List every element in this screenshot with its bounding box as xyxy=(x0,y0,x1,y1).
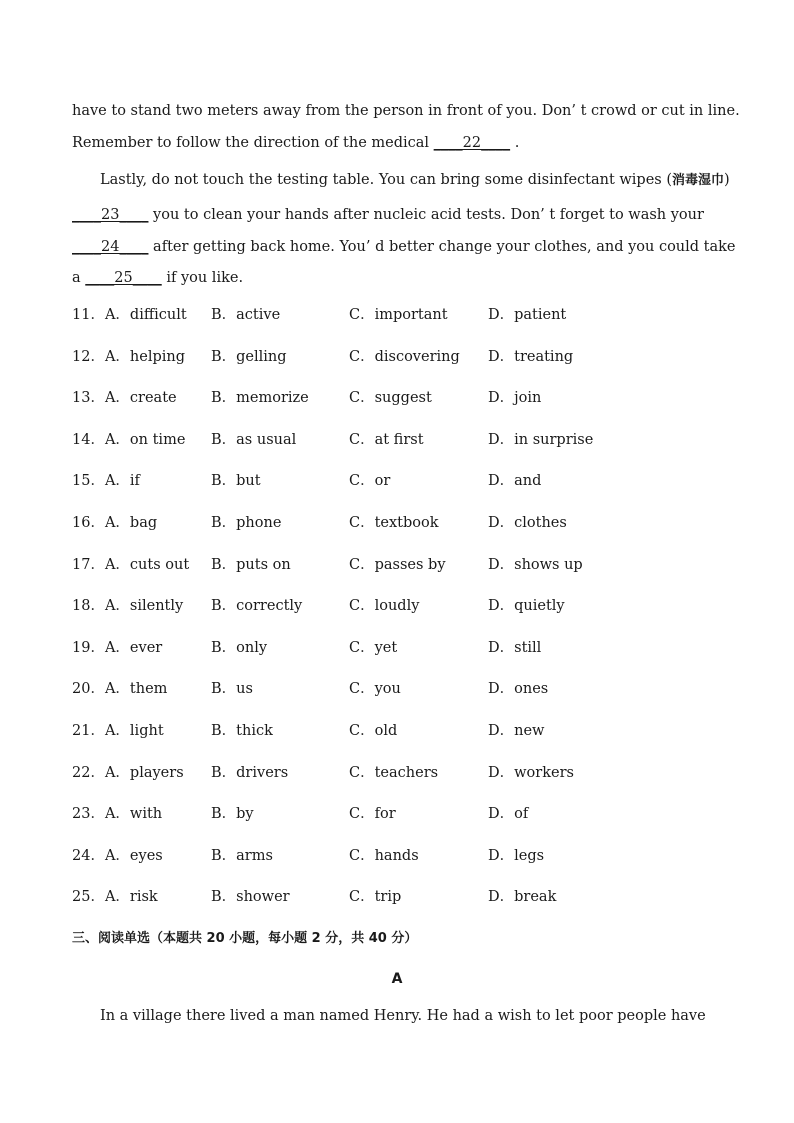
reading-first-line: In a village there lived a man named Henry. He had a wish to let poor people have xyxy=(100,1008,706,1024)
option-b: B．but xyxy=(211,473,261,490)
option-c: C．suggest xyxy=(349,390,432,407)
option-b: B．active xyxy=(211,307,281,323)
option-a: 24．A．eyes xyxy=(72,847,163,864)
blank-22: ____22____ xyxy=(433,135,511,151)
option-d: D．break xyxy=(488,889,557,906)
passage-text: you to clean your hands after nucleic acid tests. Don’ t forget to wash your xyxy=(148,207,704,223)
option-b: B．us xyxy=(211,681,253,698)
passage-line-6 xyxy=(72,268,722,288)
option-c: C．at first xyxy=(349,431,424,448)
option-c: C．you xyxy=(349,681,401,698)
option-c: C．or xyxy=(349,473,391,490)
option-c: C．old xyxy=(349,723,398,739)
option-a: 20．A．them xyxy=(72,681,168,698)
option-b: B．puts on xyxy=(211,556,291,573)
option-d: D．ones xyxy=(488,681,549,698)
option-b: B．correctly xyxy=(211,598,303,615)
passage-line-5 xyxy=(72,237,736,257)
passage-text: have to stand two meters away from the person in front of you. Don’ t crowd or cut in line. xyxy=(72,103,740,119)
option-a: 18．A．silently xyxy=(72,598,184,615)
option-b: B．drivers xyxy=(211,764,289,781)
passage-line-2 xyxy=(72,133,722,153)
option-d: D．of xyxy=(488,806,529,823)
passage-line-3 xyxy=(100,170,730,191)
option-a: 17．A．cuts out xyxy=(72,556,190,573)
option-d: D．and xyxy=(488,473,542,490)
passage-text: ) xyxy=(724,172,730,188)
option-c: C．discovering xyxy=(349,348,460,365)
option-c: C．yet xyxy=(349,639,398,656)
option-a: 23．A．with xyxy=(72,806,163,823)
passage-text: a xyxy=(72,270,86,286)
option-d: D．quietly xyxy=(488,598,565,615)
option-c: C．for xyxy=(349,806,396,823)
option-c: C．teachers xyxy=(349,764,439,781)
passage-text: . xyxy=(510,135,520,151)
passage-text: Remember to follow the direction of the medical xyxy=(72,135,434,151)
option-c: C．important xyxy=(349,307,448,323)
option-b: B．by xyxy=(211,806,254,823)
option-a: 16．A．bag xyxy=(72,515,158,531)
option-c: C．textbook xyxy=(349,515,439,531)
passage-line-1 xyxy=(72,101,740,121)
option-b: B．thick xyxy=(211,723,273,739)
option-c: C．trip xyxy=(349,889,402,906)
option-b: B．arms xyxy=(211,847,273,864)
option-d: D．shows up xyxy=(488,556,583,573)
option-d: D．new xyxy=(488,723,545,739)
option-a: 19．A．ever xyxy=(72,639,163,656)
option-d: D．clothes xyxy=(488,515,567,531)
option-b: B．gelling xyxy=(211,348,287,365)
option-b: B．phone xyxy=(211,515,282,531)
option-b: B．only xyxy=(211,639,268,656)
option-c: C．loudly xyxy=(349,598,420,615)
option-d: D．patient xyxy=(488,307,567,323)
option-a: 22．A．players xyxy=(72,764,184,781)
option-d: D．treating xyxy=(488,348,574,365)
option-d: D．legs xyxy=(488,847,545,864)
option-b: B．as usual xyxy=(211,431,297,448)
passage-text: after getting back home. You’ d better change your clothes, and you could take xyxy=(148,239,736,255)
option-a: 13．A．create xyxy=(72,390,177,407)
option-d: D．join xyxy=(488,390,542,407)
option-d: D．still xyxy=(488,639,542,656)
chinese-gloss: 消毒湿巾 xyxy=(672,173,725,188)
option-a: 12．A．helping xyxy=(72,348,186,365)
option-a: 15．A．if xyxy=(72,473,140,490)
option-c: C．hands xyxy=(349,847,419,864)
blank-25: ____25____ xyxy=(85,270,162,286)
option-a: 14．A．on time xyxy=(72,431,186,448)
option-a: 21．A．light xyxy=(72,723,164,739)
option-d: D．workers xyxy=(488,764,574,781)
option-b: B．memorize xyxy=(211,390,309,407)
passage-line-4 xyxy=(72,205,722,225)
part-title: A xyxy=(391,971,403,987)
section-heading: 三、阅读单选（本题共 20 小题，每小题 2 分，共 40 分） xyxy=(72,931,418,946)
blank-23: ____23____ xyxy=(72,207,149,223)
blank-24: ____24____ xyxy=(72,239,149,255)
passage-text: Lastly, do not touch the testing table. You can bring some disinfectant wipes ( xyxy=(100,172,673,188)
option-d: D．in surprise xyxy=(488,431,594,448)
option-b: B．shower xyxy=(211,889,290,906)
option-a: 25．A．risk xyxy=(72,889,158,906)
option-c: C．passes by xyxy=(349,556,446,573)
passage-text: if you like. xyxy=(161,270,244,286)
option-a: 11．A．difficult xyxy=(72,307,187,323)
